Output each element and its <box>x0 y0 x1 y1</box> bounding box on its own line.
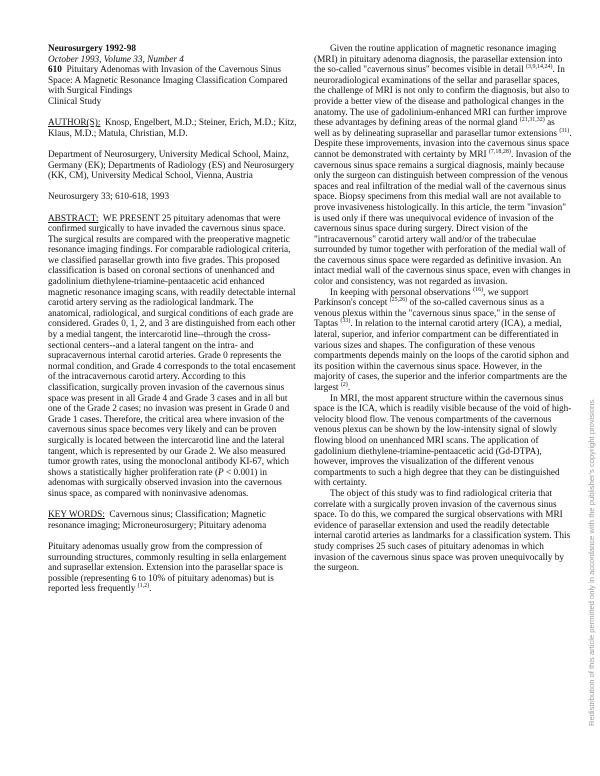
citation-ref: (3,9,14,24) <box>526 64 553 71</box>
body-paragraph-1: Given the routine application of magnetic resonance imaging (MRI) in pituitary adenoma diagnosis, the parasellar extension into the so-called "cavernous sinus" becomes visible in detail $^{(3,9,14,24)}$. In neuroradiological examinations of the sellar and parasellar spaces, the challenge of MRI is not only to confirm the diagnosis, but also to provide a better view of the disease and pathological changes in the anatomy. The use of gadolinium-enhanced MRI can further improve these advantages by defining areas of the normal gland $^{(21,31,32)}$ as well as by delineating suprasellar and parasellar tumor extensions $^{(31)}$. Despite these improvements, invasion into the cavernous sinus space cannot be demonstrated with certainty by MRI $^{(7,18,28)}$. Invasion of the cavernous sinus space remains a surgical diagnosis, mainly because only the surgeon can distinguish between compression of the venous spaces and real infiltration of the medial wall of the cavernous sinus space. Biopsy specimens from this medial wall are not available to prove invasiveness histologically. In this article, the term "invasion" is used only if there was unequivocal evidence of invasion of the cavernous sinus space during surgery. Direct vision of the "intracavernous" carotid artery wall and/or of the trabeculae surrounded by tumor together with perforation of the medial wall of the cavernous sinus space were regarded as definitive invasion. An intact medial wall of the cavernous sinus space, even with changes in color and consistency, was not regarded as invasion. <box>314 44 572 288</box>
citation-ref: (25,26) <box>389 297 408 304</box>
copyright-side-note: Redistribution of this article permitted only in accordance with the publisher's copyright provisions. <box>587 397 596 726</box>
body-paragraph-4: The object of this study was to find radiological criteria that correlate with a surgically proven invasion of the cavernous sinus space. To do this, we compared the surgical observations with MRI evidence of parasellar extension and used the readily detectable internal carotid arteries as landmarks for a classification system. This study comprises 25 such cases of pituitary adenomas in which invasion of the cavernous sinus space was proven unequivocally by the surgeon. <box>314 488 571 574</box>
section-label: Clinical Study <box>48 96 102 107</box>
body-paragraph-2: In keeping with personal observations $^{(16)}$, we support Parkinson's concept $^{(25,26)}$ of the so-called cavernous sinus as a venous plexus within the "cavernous sinus space," in the sense of Taptas $^{(33)}$. In relation to the internal carotid artery (ICA), a medial, lateral, superior, and inferior compartment can be differentiated in various sizes and shapes. The configuration of these venous compartments depends mainly on the loops of the carotid siphon and its position within the cavernous sinus space. However, in the majority of cases, the superior and the inferior compartments are the largest $^{(2)}$. <box>314 286 569 393</box>
abstract-p-symbol: P <box>218 467 224 478</box>
citation: Neurosurgery 33; 610-618, 1993 <box>48 192 170 203</box>
citation-ref: (1,2) <box>137 583 150 590</box>
abstract <box>48 214 298 500</box>
citation-ref: (16) <box>473 286 484 293</box>
left-column <box>48 44 298 595</box>
citation-ref: (7,18,28) <box>488 148 511 155</box>
article-title: Pituitary Adenomas with Invasion of the Cavernous Sinus Space: A Magnetic Resonance Imaging Classification Compared with Surgical Findings <box>48 65 288 97</box>
journal-name: Neurosurgery 1992-98 <box>48 44 136 54</box>
author-names: Knosp, Engelbert, M.D.; Steiner, Erich, M.D.; Kitz, Klaus, M.D.; Matula, Christian, M.D. <box>48 118 297 139</box>
citation-ref: (33) <box>340 318 351 325</box>
citation-ref: (21,31,32) <box>519 117 545 124</box>
abstract-label: ABSTRACT: <box>48 213 99 224</box>
authors-block <box>48 118 298 139</box>
intro-paragraph: Pituitary adenomas usually grow from the compression of surrounding structures, commonly resulting in sella enlargement and suprasellar extension. Extension into the parasellar space is possible (representing 6 to 10% of pituitary adenomas) but is reported less frequently $^{(1,2)}$. <box>48 541 287 595</box>
citation-ref: (2) <box>340 381 348 388</box>
issue-info: October 1993, Volume 33, Number 4 <box>48 54 184 65</box>
keywords-text: Cavernous sinus; Classification; Magnetic resonance imaging; Microneurosurgery; Pituitary adenoma <box>48 510 267 531</box>
authors-label: AUTHOR(S): <box>48 118 101 129</box>
abstract-text-a: WE PRESENT 25 pituitary adenomas that were confirmed surgically to have invaded the cavernous sinus space. The surgical results are compared with the preoperative magnetic resonance imaging findings. For comparable radiological criteria, we classified parasellar growth into five grades. This proposed classification is based on coronal sections of unenhanced and gadolinium diethylene-triamine-pentaacetic acid enhanced magnetic resonance imaging scans, with readily detectable internal carotid artery serving as the radiological landmark. The anatomical, radiological, and surgical conditions of each grade are considered. Grades 0, 1, 2, and 3 are distinguished from each other by a medial tangent, the intercarotid line--through the cross-sectional centers--and a lateral tangent on the intra- and supracavernous internal carotid arteries. Grade 0 represents the normal condition, and Grade 4 corresponds to the total encasement of the intracavernous carotid artery. According to this classification, surgically proven invasion of the cavernous sinus space was present in all Grade 4 and Grade 3 cases and in all but one of the Grade 2 cases; no invasion was present in Grade 0 and Grade 1 cases. Therefore, the critical area where invasion of the cavernous sinus space becomes very likely and can be proven surgically is located between the intercarotid line and the lateral tangent, which is represented by our Grade 2. We also measured tumor growth rates, using the monoclonal antibody KI-67, which shows a statistically higher proliferation rate ( <box>48 213 296 478</box>
affiliation: Department of Neurosurgery, University Medical School, Mainz, Germany (EK); Departments of Radiology (ES) and Neurosurgery (KK, CM), University Medical School, Vienna, Austria <box>48 149 295 182</box>
keywords-label: KEY WORDS: <box>48 510 105 521</box>
right-column <box>314 44 572 574</box>
body-paragraph-3: In MRI, the most apparent structure within the cavernous sinus space is the ICA, which is readily visible because of the void of high-velocity blood flow. The venous compartments of the cavernous venous plexus can be shown by the low-intensity signal of slowly flowing blood on unenhanced MRI scans. The application of gadolinium diethylene-triamine-pentaacetic acid (Gd-DTPA), however, improves the visualization of the different venous compartments to such a high degree that they can be distinguished with certainty. <box>314 393 572 489</box>
abstract-text-b: < 0.001) in adenomas with surgically observed invasion into the cavernous sinus space, as compared with noninvasive adenomas. <box>48 467 282 499</box>
keywords <box>48 510 298 531</box>
article-number: 610 <box>48 65 62 76</box>
citation-ref: (31) <box>559 127 570 134</box>
article-title-block <box>48 65 298 97</box>
